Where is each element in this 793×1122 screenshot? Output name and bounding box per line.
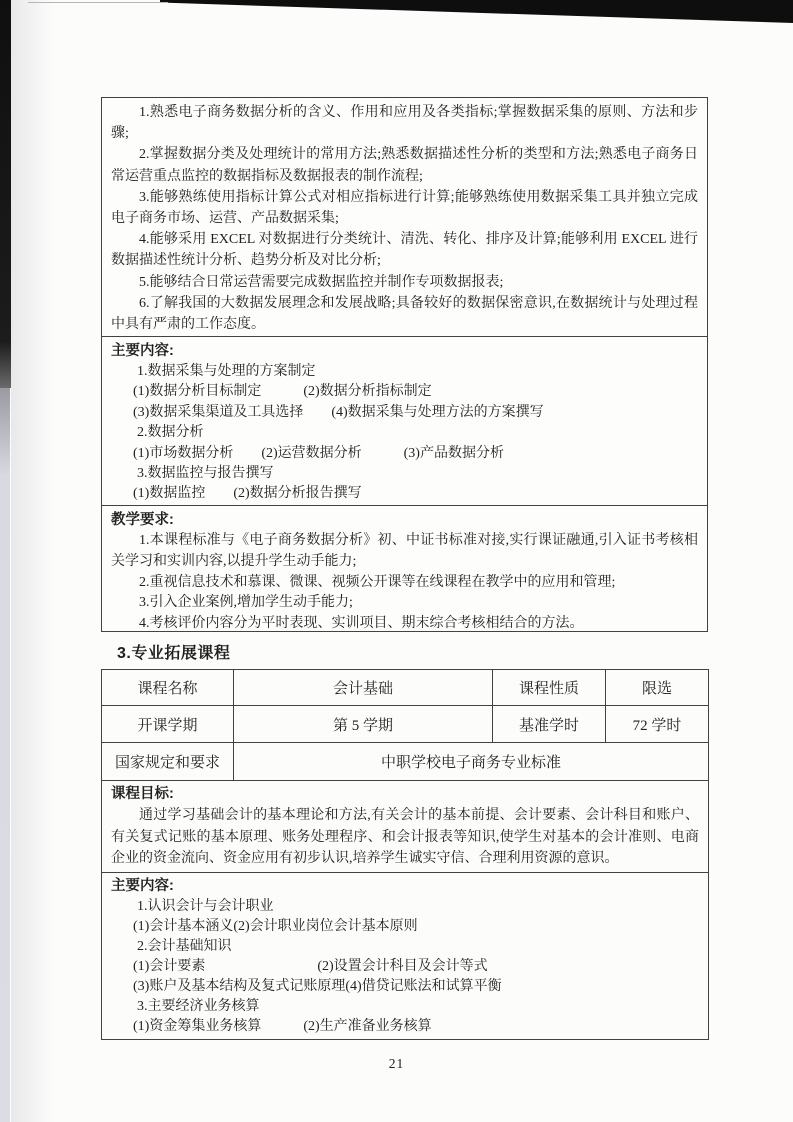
national-requirement-label: 国家规定和要求 [102,743,234,781]
course-type-value: 限选 [606,670,709,706]
course-info-table [101,669,709,1040]
content-line: (1)市场数据分析 (2)运营数据分析 (3)产品数据分析 [133,445,504,461]
requirement-item: 3.引入企业案例,增加学生动手能力; [139,595,353,611]
objective-item: 3.能够熟练使用指标计算公式对相应指标进行计算;能够熟练使用数据采集工具并独立完成电子商务市场、运营、产品数据采集; [111,189,698,227]
content-line: 3.数据监控与报告撰写 [137,466,274,482]
table-row [102,781,709,873]
national-requirement-value: 中职学校电子商务专业标准 [234,743,709,781]
teaching-requirements-cell [102,505,707,631]
course-name-label: 课程名称 [102,670,234,706]
content-line: (1)会计要素 (2)设置会计科目及会计等式 [133,958,488,974]
content-line: 3.主要经济业务核算 [137,998,260,1014]
table-row [102,743,709,781]
main-content-cell [102,872,709,1039]
table-row [102,872,709,1039]
objective-item: 6.了解我国的大数据发展理念和发展战略;具备较好的数据保密意识,在数据统计与处理过程中具有严肃的工作态度。 [111,295,698,333]
hours-value: 72 学时 [606,706,709,743]
scan-artifact-top-black-wedge [160,0,793,23]
requirement-item: 2.重视信息技术和慕课、微课、视频公开课等在线课程在教学中的应用和管理; [139,574,616,590]
hours-label: 基准学时 [493,706,606,743]
content-line: 2.会计基础知识 [137,938,232,954]
requirement-item: 1.本课程标准与《电子商务数据分析》初、中证书标准对接,实行课证融通,引入证书考核相关学习和实训内容,以提升学生动手能力; [111,533,698,569]
teaching-requirements-label: 教学要求: [111,512,174,528]
content-line: (1)会计基本涵义(2)会计职业岗位会计基本原则 [133,918,418,934]
content-line: 1.认识会计与会计职业 [137,898,274,914]
course-info-grid [101,669,709,1040]
term-label: 开课学期 [102,706,234,743]
table-row [102,670,709,706]
content-line: (1)数据监控 (2)数据分析报告撰写 [133,486,362,502]
objective-item: 1.熟悉电子商务数据分析的含义、作用和应用及各类指标;掌握数据采集的原则、方法和步骤; [111,105,698,142]
scan-artifact-top-edge-line [28,2,168,3]
course-goal-text: 通过学习基础会计的基本理论和方法,有关会计的基本前提、会计要素、会计科目和账户、有关复式记账的基本原理、账务处理程序、和会计报表等知识,使学生对基本的会计准则、电商企业的资金流向、资金应用有初步认识,培养学生诚实守信、合理利用资源的意识。 [111,808,699,866]
scan-artifact-gutter-shadow [11,0,53,1122]
content-line: 1.数据采集与处理的方案制定 [137,364,316,379]
course-goal-label: 课程目标: [111,786,174,802]
content-line: (1)数据分析目标制定 (2)数据分析指标制定 [133,384,432,400]
section-heading: 3.专业拓展课程 [117,645,231,662]
content-line: 2.数据分析 [137,425,204,441]
main-content-cell [102,336,707,505]
objective-item: 5.能够结合日常运营需要完成数据监控并制作专项数据报表; [139,274,504,290]
main-content-label: 主要内容: [111,877,174,894]
table-row [102,706,709,743]
content-line: (1)资金筹集业务核算 (2)生产准备业务核算 [133,1018,432,1034]
scan-artifact-left-black-strip [0,0,11,388]
main-content-label: 主要内容: [111,343,174,359]
course-goal-cell [102,781,709,873]
content-line: (3)账户及基本结构及复式记账原理(4)借贷记账法和试算平衡 [133,978,502,994]
course-type-label: 课程性质 [493,670,606,706]
course-standard-table-upper [101,97,708,632]
term-value: 第 5 学期 [234,706,493,743]
page-number: 21 [388,1056,405,1071]
course-objectives-cell [102,98,707,336]
requirement-item: 4.考核评价内容分为平时表现、实训项目、期末综合考核相结合的方法。 [139,616,584,631]
course-name-value: 会计基础 [234,670,493,706]
objective-item: 2.掌握数据分类及处理统计的常用方法;熟悉数据描述性分析的类型和方法;熟悉电子商务日常运营重点监控的数据指标及数据报表的制作流程; [111,147,698,184]
scan-artifact-left-gray-strip [0,388,10,1122]
objective-item: 4.能够采用 EXCEL 对数据进行分类统计、清洗、转化、排序及计算;能够利用 EXCEL 进行数据描述性统计分析、趋势分析及对比分析; [111,232,698,269]
content-line: (3)数据采集渠道及工具选择 (4)数据采集与处理方法的方案撰写 [133,404,544,420]
